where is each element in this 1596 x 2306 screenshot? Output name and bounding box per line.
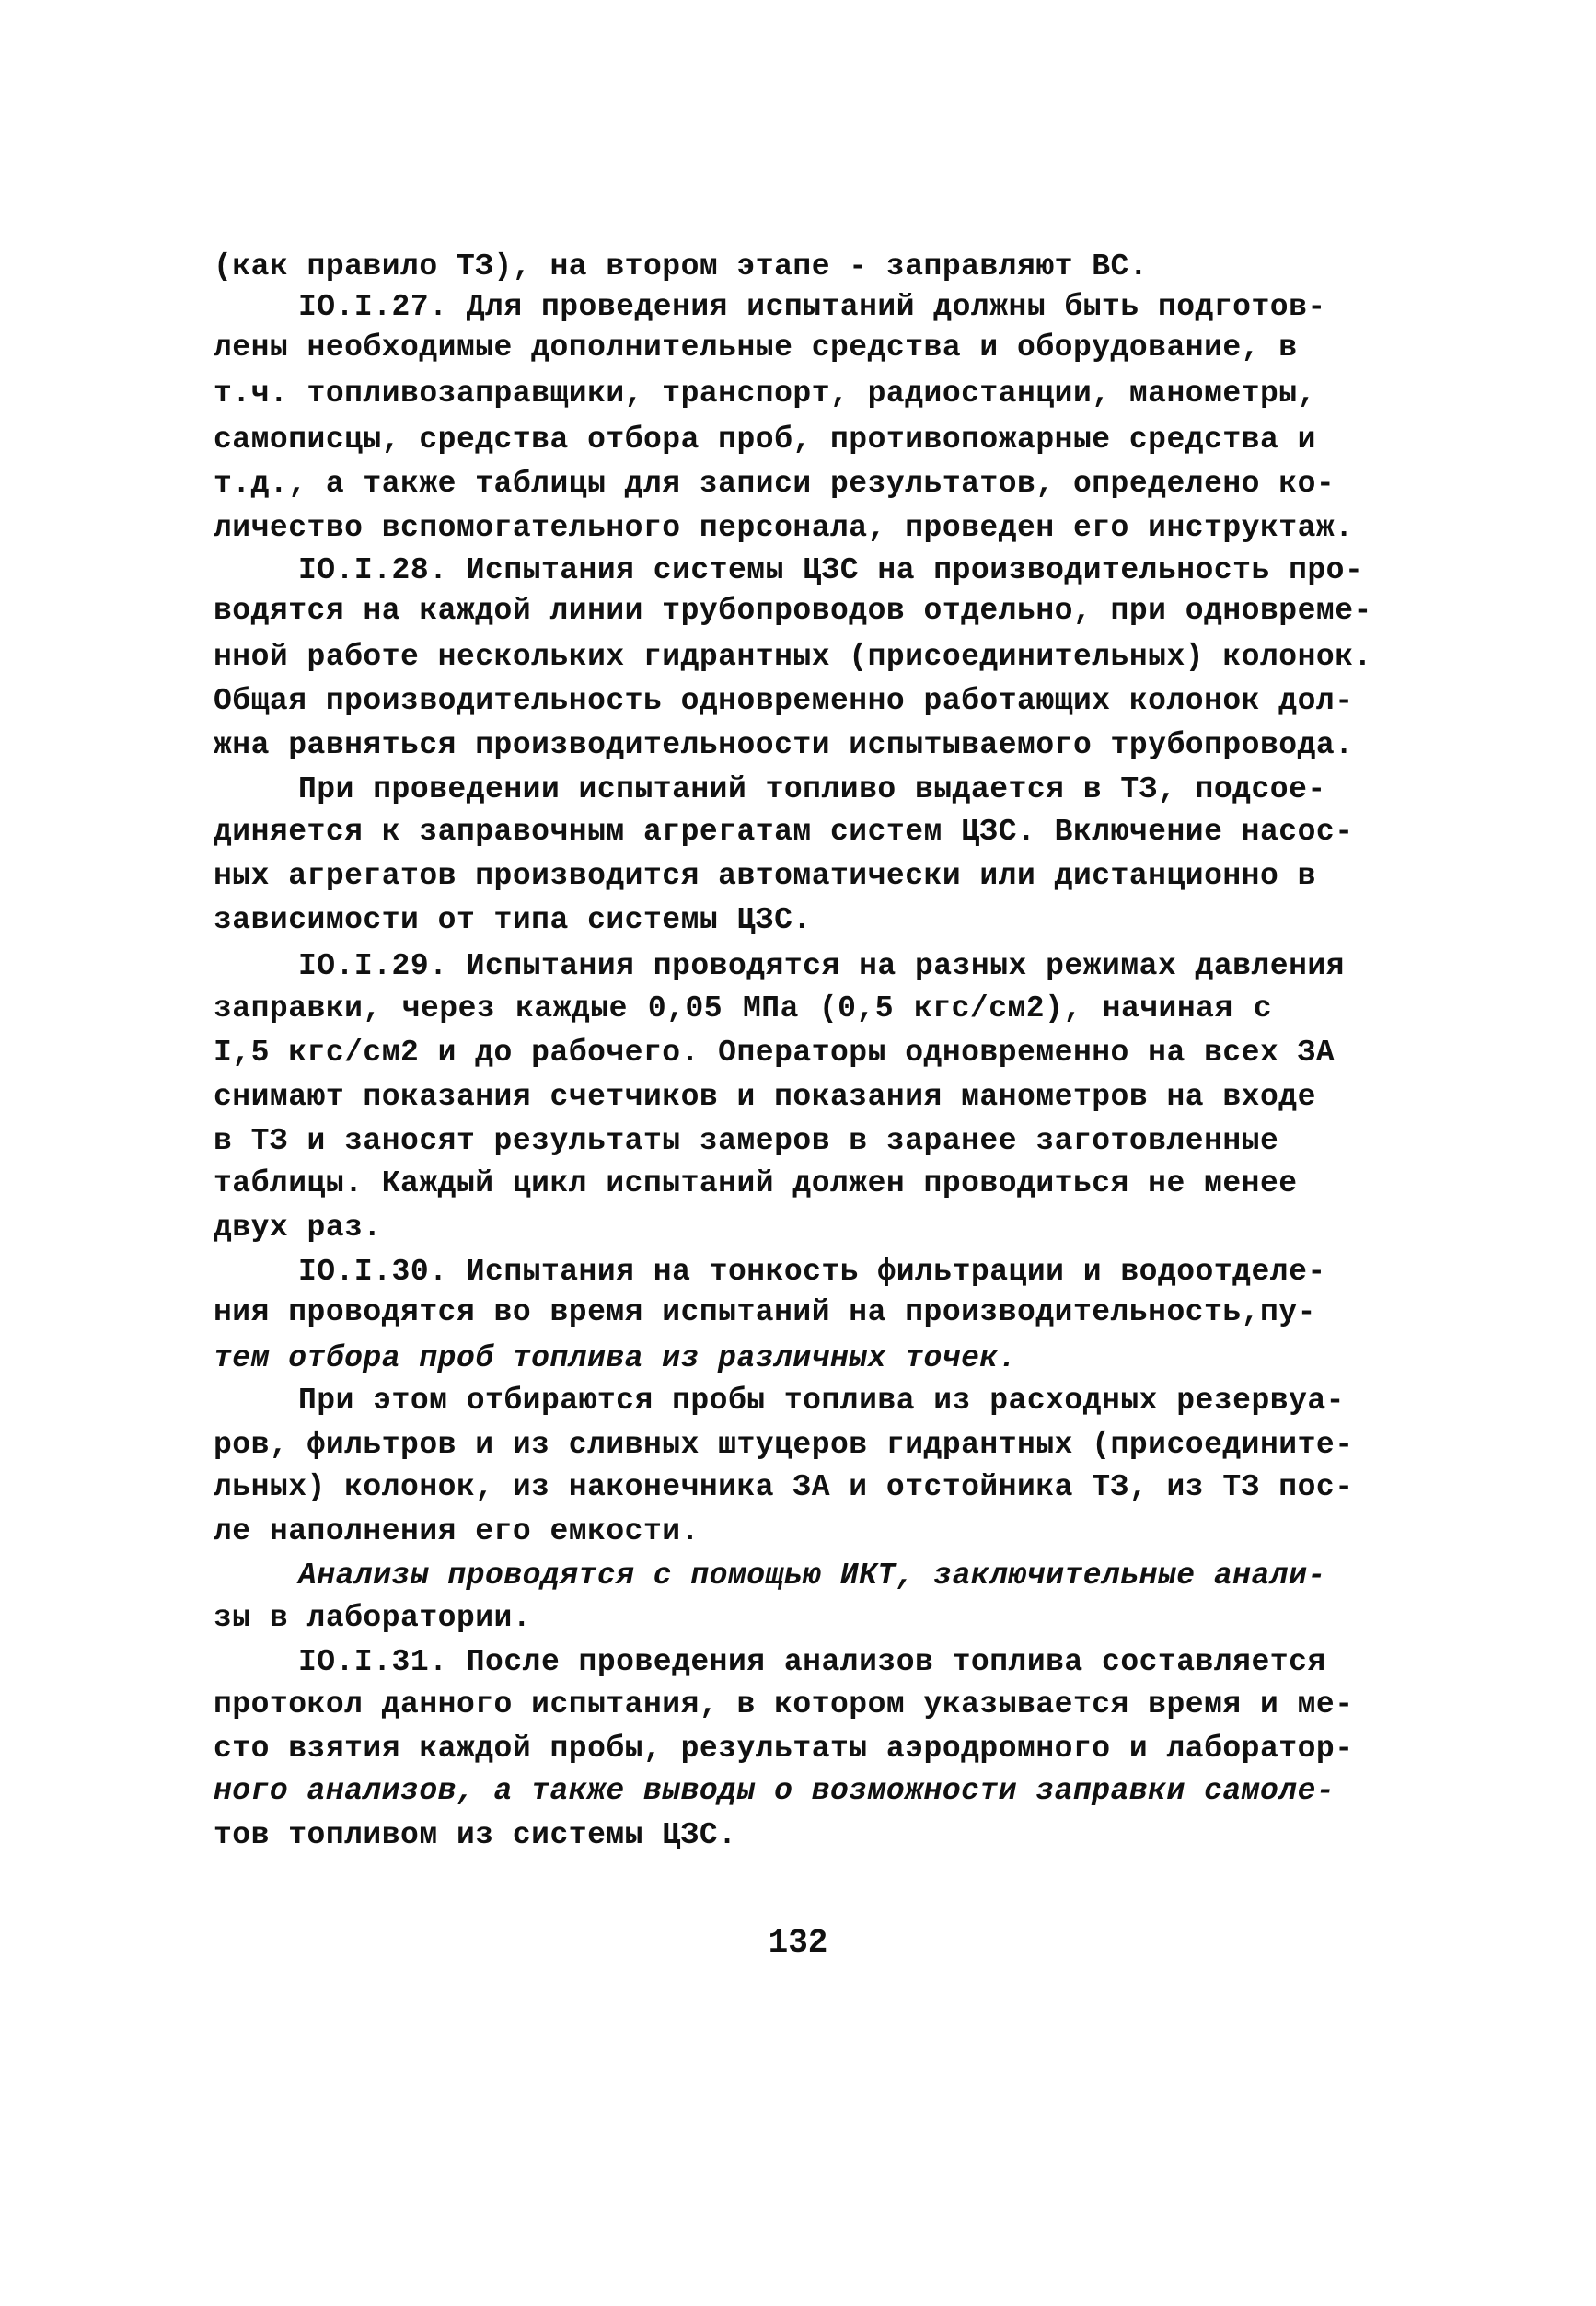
text-line: заправки, через каждые 0,05 МПа (0,5 кгс/см2), начиная с [214, 991, 1272, 1026]
text-line: зависимости от типа системы ЦЗС. [214, 903, 812, 937]
text-line: самописцы, средства отбора проб, противопожарные средства и [214, 423, 1316, 457]
text-line: зы в лаборатории. [214, 1601, 532, 1635]
text-line: ных агрегатов производится автоматически или дистанционно в [214, 859, 1316, 893]
text-line: личество вспомогательного персонала, проведен его инструктаж. [214, 511, 1354, 545]
text-line: водятся на каждой линии трубопроводов отдельно, при одновреме- [214, 594, 1372, 628]
text-line: снимают показания счетчиков и показания манометров на входе [214, 1080, 1316, 1114]
text-line: IO.I.31. После проведения анализов топлива составляется [298, 1645, 1326, 1679]
text-line: таблицы. Каждый цикл испытаний должен проводиться не менее [214, 1166, 1298, 1200]
text-line: При этом отбираются пробы топлива из расходных резервуа- [298, 1384, 1345, 1418]
text-line: I,5 кгс/см2 и до рабочего. Операторы одновременно на всех ЗА [214, 1036, 1336, 1070]
text-line: двух раз. [214, 1211, 382, 1245]
text-line: жна равняться производительноости испытываемого трубопровода. [214, 728, 1354, 762]
text-line: При проведении испытаний топливо выдается в ТЗ, подсое- [298, 772, 1326, 806]
text-line: IO.I.28. Испытания системы ЦЗС на производительность про- [298, 553, 1364, 587]
text-line: диняется к заправочным агрегатам систем ЦЗС. Включение насос- [214, 815, 1354, 849]
page-number: 132 [768, 1924, 828, 1962]
text-line: ле наполнения его емкости. [214, 1514, 700, 1548]
text-line: ров, фильтров и из сливных штуцеров гидрантных (присоедините- [214, 1428, 1354, 1462]
text-line: сто взятия каждой пробы, результаты аэродромного и лаборатор- [214, 1732, 1354, 1766]
text-line: IO.I.30. Испытания на тонкость фильтрации и водоотделе- [298, 1255, 1326, 1289]
text-line: IO.I.29. Испытания проводятся на разных режимах давления [298, 949, 1345, 983]
text-line: тем отбора проб топлива из различных точек. [214, 1341, 1018, 1375]
text-line: тов топливом из системы ЦЗС. [214, 1818, 737, 1852]
text-line: Анализы проводятся с помощью ИКТ, заключительные анали- [298, 1559, 1326, 1593]
text-line: ния проводятся во время испытаний на производительность,пу- [214, 1295, 1316, 1329]
text-line: нной работе нескольких гидрантных (присоединительных) колонок. [214, 640, 1372, 674]
text-line: протокол данного испытания, в котором указывается время и ме- [214, 1687, 1354, 1721]
text-line: т.д., а также таблицы для записи результатов, определено ко- [214, 467, 1336, 501]
text-line: ного анализов, а также выводы о возможности заправки самоле- [214, 1774, 1336, 1808]
text-line: льных) колонок, из наконечника ЗА и отстойника ТЗ, из ТЗ пос- [214, 1470, 1354, 1504]
text-line: IO.I.27. Для проведения испытаний должны быть подготов- [298, 290, 1326, 324]
text-line: Общая производительность одновременно работающих колонок дол- [214, 684, 1354, 718]
text-line: лены необходимые дополнительные средства и оборудование, в [214, 330, 1298, 365]
text-line: (как правило ТЗ), на втором этапе - заправляют ВС. [214, 249, 1149, 284]
text-line: т.ч. топливозаправщики, транспорт, радиостанции, манометры, [214, 377, 1316, 411]
text-line: в ТЗ и заносят результаты замеров в заранее заготовленные [214, 1124, 1279, 1158]
